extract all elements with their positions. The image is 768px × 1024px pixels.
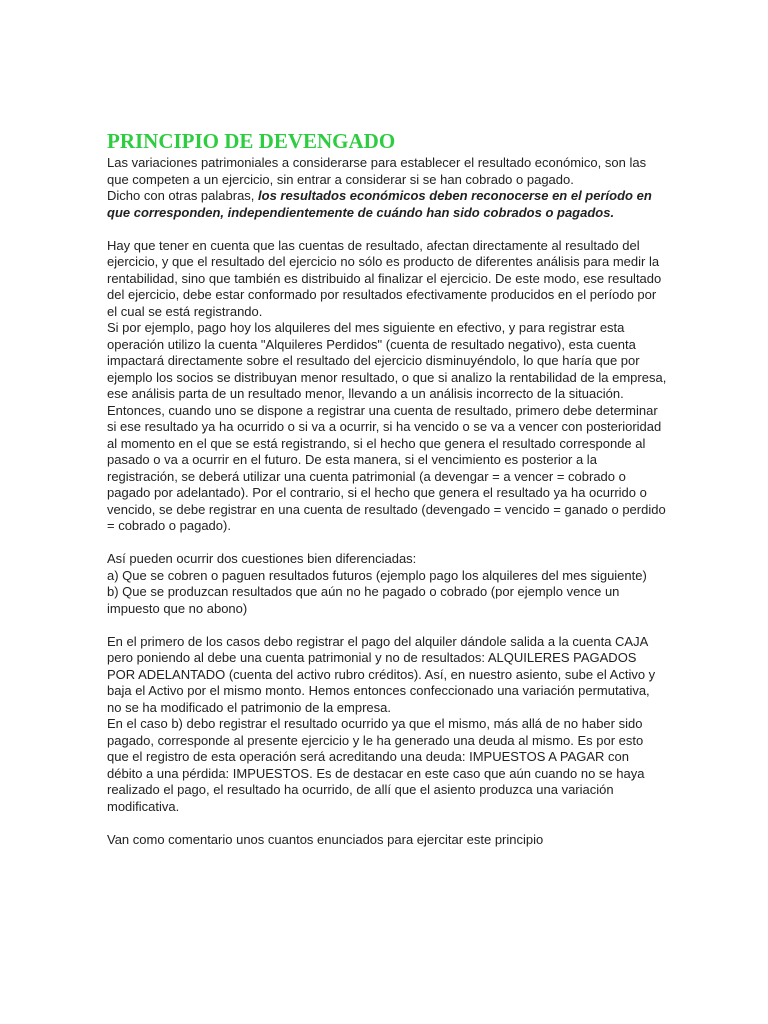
spacer bbox=[107, 221, 667, 238]
paragraph-9: En el primero de los casos debo registrar el pago del alquiler dándole salida a la cuenta CAJA pero poniendo al debe una cuenta patrimonial y no de resultados: ALQUILERES PAGADOS POR ADELANTADO (cuenta del activo rubro créditos). Así, en nuestro asiento, sube el Activo y baja el Activo por el mismo monto. Hemos entonces confeccionado una variación permutativa, no se ha modificado el patrimonio de la empresa. bbox=[107, 633, 656, 715]
paragraph-4: Si por ejemplo, pago hoy los alquileres del mes siguiente en efectivo, y para registrar esta operación utilizo la cuenta "Alquileres Perdidos" (cuenta de resultado negativo), esta cuenta impactará directamente sobre el resultado del ejercicio disminuyéndolo, lo que haría que por ejemplo los socios se distribuyan menor resultado, o que si analizo la rentabilidad de la empresa, ese análisis parta de un resultado menor, llevando a un análisis incorrecto de la situación. bbox=[107, 320, 667, 401]
paragraph-10: En el caso b) debo registrar el resultado ocurrido ya que el mismo, más allá de no haber sido pagado, corresponde al presente ejercicio y le ha generado una deuda al mismo. Es por esto que el registro de esta operación será acreditando una deuda: IMPUESTOS A PAGAR con débito a una pérdida: IMPUESTOS. Es de destacar en este caso que aún cuando no se haya realizado el pago, el resultado ha ocurrido, de allí que el asiento produzca una variación modificativa. bbox=[107, 716, 645, 814]
spacer bbox=[107, 535, 667, 552]
paragraph-6: Así pueden ocurrir dos cuestiones bien diferenciadas: bbox=[107, 551, 417, 566]
document-title: PRINCIPIO DE DEVENGADO bbox=[107, 129, 396, 153]
spacer bbox=[107, 617, 667, 634]
paragraph-5: Entonces, cuando uno se dispone a registrar una cuenta de resultado, primero debe determinar si ese resultado ya ha ocurrido o si va a ocurrir, si ha vencido o se va a vencer con posterioridad al momento en el que se está registrando, si el hecho que genera el resultado corresponde al pasado o va a ocurrir en el futuro. De esta manera, si el vencimiento es posterior a la registración, se deberá utilizar una cuenta patrimonial (a devengar = a vencer = cobrado o pagado por adelantado). Por el contrario, si el hecho que genera el resultado ya ha ocurrido o vencido, se debe registrar en una cuenta de resultado (devengado = vencido = ganado o perdido = cobrado o pagado). bbox=[107, 402, 666, 533]
paragraph-1: Las variaciones patrimoniales a considerarse para establecer el resultado económico, son las que competen a un ejercicio, sin entrar a considerar si se han cobrado o pagado. bbox=[107, 155, 647, 187]
paragraph-3: Hay que tener en cuenta que las cuentas de resultado, afectan directamente al resultado del ejercicio, y que el resultado del ejercicio no sólo es producto de diferentes análisis para medir la rentabilidad, sino que también es distribuido al finalizar el ejercicio. De este modo, ese resultado del ejercicio, debe estar conformado por resultados efectivamente producidos en el período por el cual se está registrando. bbox=[107, 237, 662, 319]
spacer bbox=[107, 815, 667, 832]
paragraph-2-emphasis: los resultados económicos deben reconocerse en el período en que corresponden, independientemente de cuándo han sido cobrados o pagados. bbox=[107, 188, 652, 220]
list-item-a: a) Que se cobren o paguen resultados futuros (ejemplo pago los alquileres del mes siguiente) bbox=[107, 567, 647, 583]
paragraph-2-intro: Dicho con otras palabras, bbox=[107, 188, 259, 203]
paragraph-2 bbox=[107, 188, 667, 221]
document-body bbox=[107, 129, 667, 848]
paragraph-11: Van como comentario unos cuantos enunciados para ejercitar este principio bbox=[107, 831, 544, 847]
list-item-b: b) Que se produzcan resultados que aún no he pagado o cobrado (por ejemplo vence un impuesto que no abono) bbox=[107, 584, 620, 616]
